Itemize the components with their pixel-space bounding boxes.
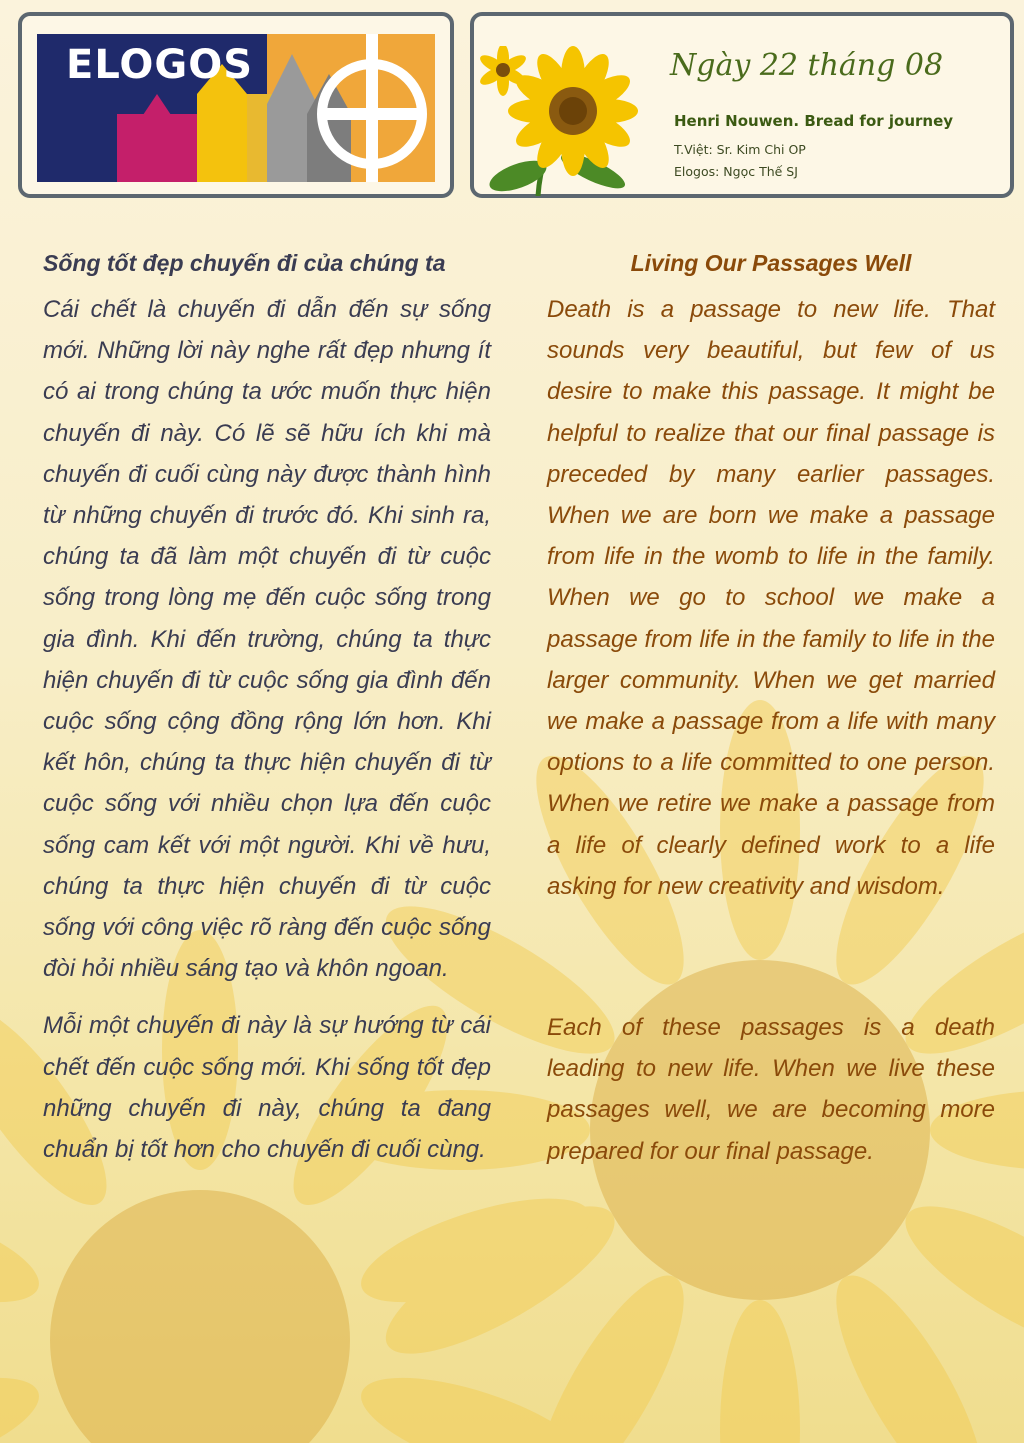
english-title: Living Our Passages Well — [630, 250, 912, 276]
english-paragraph-1: Death is a passage to new life. That sounds very beautiful, but few of us desire to make this passage. It might be helpful to realize that our final passage is preceded by many earlier passages. When we are born we make a passage from life in the womb to life in the family. When we go to school we make a passage from life in the family to life in the larger community. When we get married we make a passage from a life with many options to a life committed to one person. When we retire we make a passage from a life of clearly defined work to a life asking for new creativity and wisdom. — [547, 296, 995, 900]
logo-box — [18, 12, 454, 198]
vietnamese-title: Sống tốt đẹp chuyến đi của chúng ta — [43, 250, 446, 276]
author-line: Henri Nouwen. Bread for journey — [674, 112, 954, 130]
vietnamese-paragraph-1: Cái chết là chuyến đi dẫn đến sự sống mới. Những lời này nghe rất đẹp nhưng ít có ai trong chúng ta ước muốn thực hiện chuyến đi này. Có lẽ sẽ hữu ích khi mà chuyến đi cuối cùng này được thành hình từ những chuyến đi trước đó. Khi sinh ra, chúng ta đã làm một chuyến đi từ cuộc sống trong lòng mẹ đến cuộc sống trong gia đình. Khi đến trường, chúng ta thực hiện chuyến đi từ cuộc sống gia đình đến cuộc sống cộng đồng rộng lớn hơn. Khi kết hôn, chúng ta thực hiện chuyến đi từ cuộc sống với nhiều chọn lựa đến cuộc sống cam kết với một người. Khi về hưu, chúng ta thực hiện chuyến đi từ cuộc sống với công việc rõ ràng đến cuộc sống đòi hỏi nhiều sáng tạo và khôn ngoan. — [43, 296, 491, 983]
english-paragraph-2: Each of these passages is a death leading to new life. When we live these passages well, we are becoming more prepared for our final passage. — [547, 1014, 995, 1165]
sunflower-image — [478, 46, 648, 196]
vietnamese-column — [43, 250, 491, 1170]
logo-text: ELOGOS — [66, 42, 254, 88]
date-heading: Ngày 22 tháng 08 — [670, 48, 944, 83]
editor-line: Elogos: Ngọc Thế SJ — [674, 164, 798, 179]
vietnamese-paragraph-2: Mỗi một chuyến đi này là sự hướng từ cái chết đến cuộc sống mới. Khi sống tốt đẹp những chuyến đi này, chúng ta đang chuẩn bị tốt hơn cho chuyến đi cuối cùng. — [43, 1012, 491, 1164]
translator-line: T.Việt: Sr. Kim Chi OP — [674, 142, 806, 157]
info-box — [470, 12, 1014, 198]
english-column — [547, 250, 995, 1172]
